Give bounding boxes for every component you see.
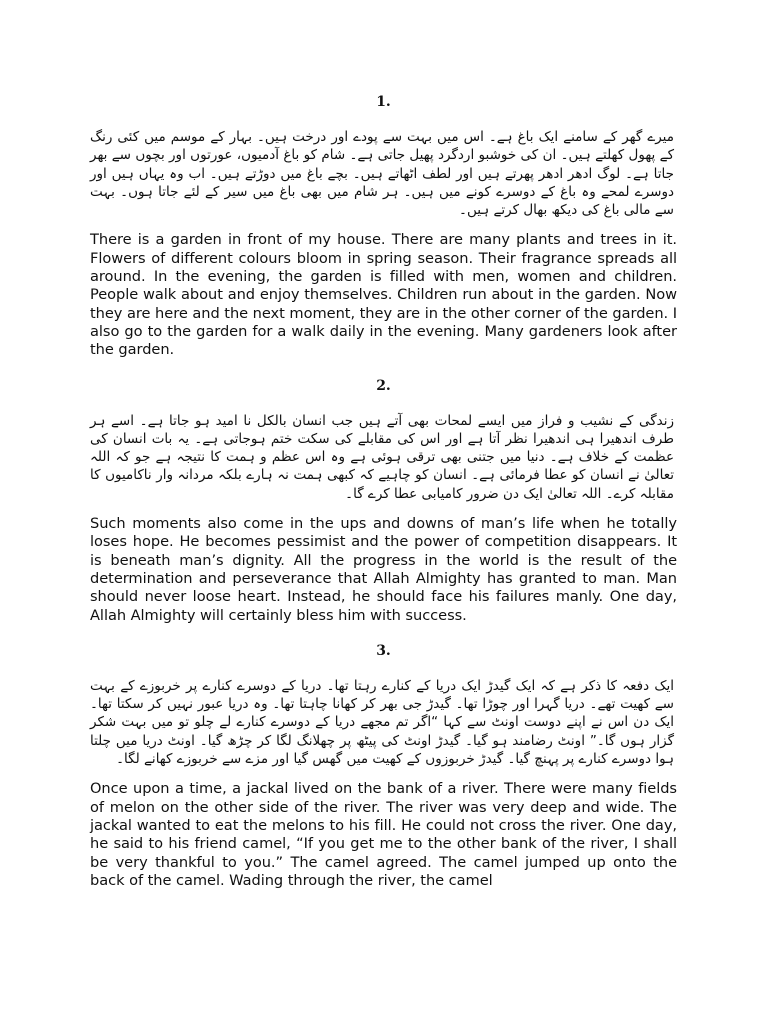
section-3 [90, 641, 677, 890]
section-number: 1. [376, 94, 391, 110]
section-2 [90, 376, 677, 625]
section-number: 2. [376, 377, 391, 394]
english-paragraph: Once upon a time, a jackal lived on the bank of a river. There were many fields of melon on the other side of the river. The river was very deep and wide. The jackal wanted to eat the melons to his fill. He could not cross the river. One day, he said to his friend camel, “If you get me to the other bank of the river, I shall be very thankful to you.” The camel agreed. The camel jumped up onto the back of the camel. Wading through the river, the camel [90, 780, 677, 889]
section-number: 3. [376, 642, 391, 659]
english-paragraph: Such moments also come in the ups and downs of man’s life when he totally loses hope. He becomes pessimist and the power of competition disappears. It is beneath man’s dignity. All the progress in the world is the result of the determination and perseverance that Allah Almighty has granted to man. Man should never loose heart. Instead, he should face his failures manly. One day, Allah Almighty will certainly bless him with success. [90, 515, 677, 624]
document-page [90, 92, 677, 906]
urdu-paragraph: ایک دفعہ کا ذکر ہے کہ ایک گیدڑ ایک دریا کے کنارے رہتا تھا۔ دریا کے دوسرے کنارے پر خربوزے کے بہت سے کھیت تھے۔ دریا گہرا اور چوڑا تھا۔ گیدڑ جی بھر کر کھانا چاہتا تھا۔ وہ دریا عبور نہیں کر سکتا تھا۔ ایک دن اس نے اپنے دوست اونٹ سے کہا “اگر تم مجھے دریا کے دوسرے کنارے لے چلو تو میں بہت شکر گزار ہوں گا۔” اونٹ رضامند ہو گیا۔ گیدڑ اونٹ کی پیٹھ پر چھلانگ لگا کر چڑھ گیا۔ اونٹ دریا میں چلتا ہوا دوسرے کنارے پر پہنچ گیا۔ گیدڑ خربوزوں کے کھیت میں گھس گیا اور مزے سے خربوزے کھانے لگا۔ [90, 677, 674, 768]
section-1 [90, 92, 677, 360]
urdu-paragraph: زندگی کے نشیب و فراز میں ایسے لمحات بھی آتے ہیں جب انسان بالکل نا امید ہو جاتا ہے۔ اسے ہر طرف اندھیرا ہی اندھیرا نظر آتا ہے اور اس کی مقابلے کی سکت ختم ہوجاتی ہے۔ یہ بات انسان کی عظمت کے خلاف ہے۔ دنیا میں جتنی بھی ترقی ہوئی ہے وہ اس عظم و ہمت کا نتیجہ ہے جو کہ اللہ تعالیٰ نے انسان کو عطا فرمائی ہے۔ انسان کو چاہیے کہ کبھی ہمت نہ ہارے بلکہ مردانہ وار ناکامیوں کا مقابلہ کرے۔ اللہ تعالیٰ ایک دن ضرور کامیابی عطا کرے گا۔ [90, 412, 674, 502]
english-paragraph: There is a garden in front of my house. There are many plants and trees in it. Flowers of different colours bloom in spring season. Their fragrance spreads all around. In the evening, the garden is filled with men, women and children. People walk about and enjoy themselves. Children run about in the garden. Now they are here and the next moment, they are in the other corner of the garden. I also go to the garden for a walk daily in the evening. Many gardeners look after the garden. [90, 231, 677, 359]
urdu-paragraph: میرے گھر کے سامنے ایک باغ ہے۔ اس میں بہت سے پودے اور درخت ہیں۔ بہار کے موسم میں کئی رنگ کے پھول کھلتے ہیں۔ ان کی خوشبو اردگرد پھیل جاتی ہے۔ شام کو باغ آدمیوں، عورتوں اور بچوں سے بھر جاتا ہے۔ لوگ ادھر ادھر پھرتے ہیں اور لطف اٹھاتے ہیں۔ بچے باغ میں دوڑتے ہیں۔ اب وہ یہاں ہیں اور دوسرے لمحے وہ باغ کے دوسرے کونے میں ہیں۔ ہر شام میں بھی باغ میں سیر کے لئے جاتا ہوں۔ بہت سے مالی باغ کی دیکھ بھال کرتے ہیں۔ [90, 129, 674, 219]
